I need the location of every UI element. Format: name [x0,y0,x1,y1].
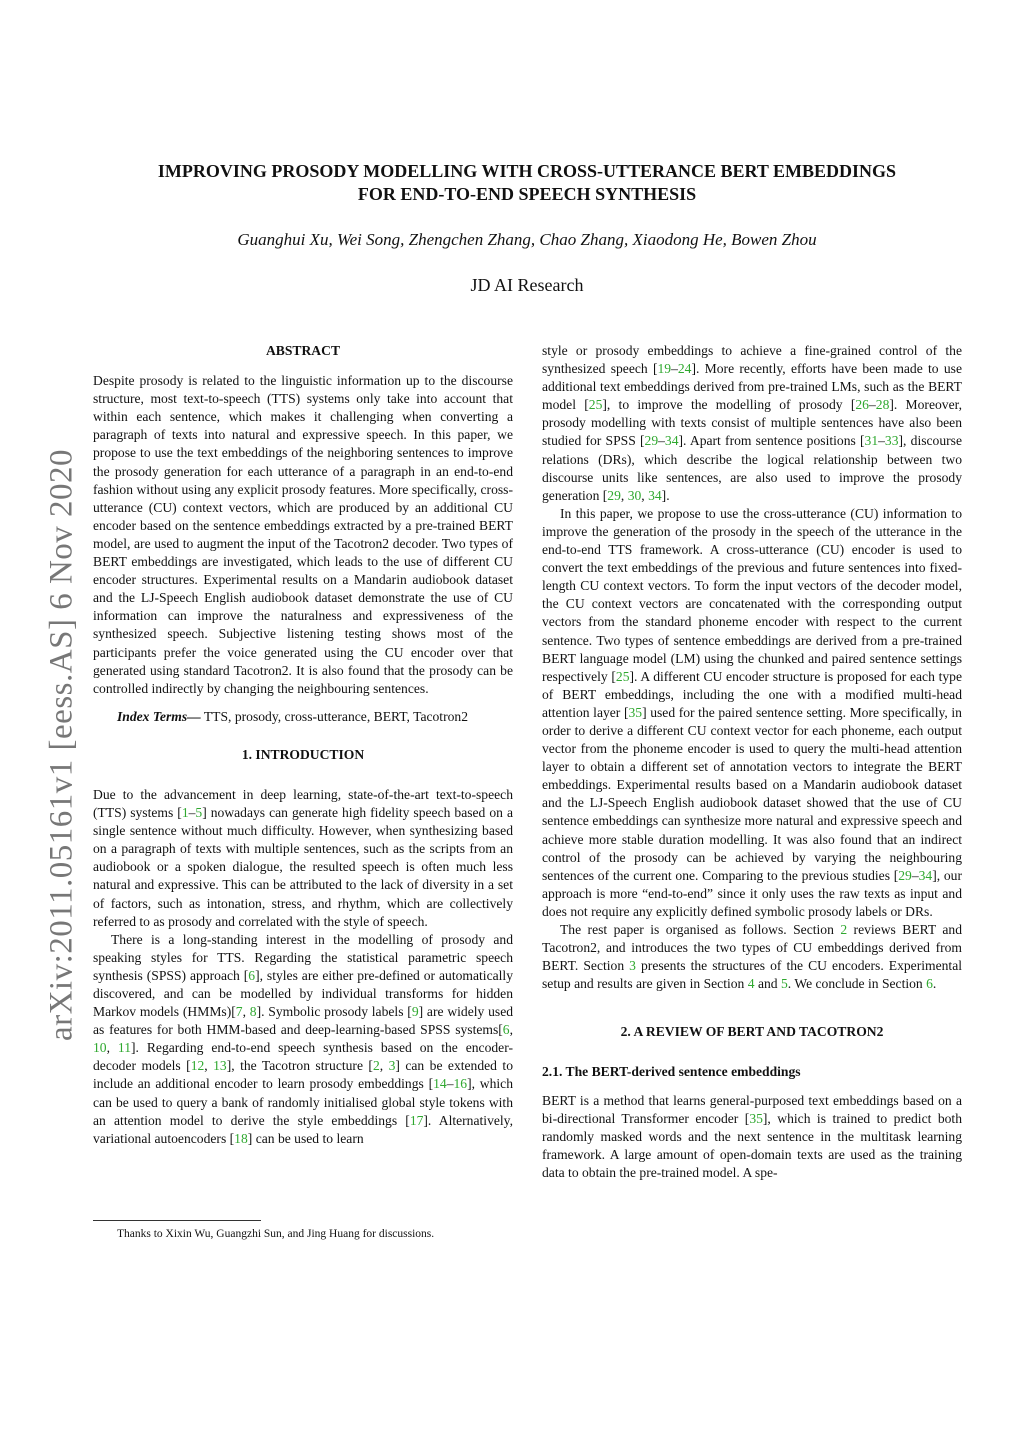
citation-link[interactable]: 35 [749,1110,763,1126]
right-column [542,342,962,1182]
citation-link[interactable]: 17 [409,1112,424,1128]
citation-link[interactable]: 25 [615,668,630,684]
section-link[interactable]: 3 [629,958,636,974]
section-link[interactable]: 5 [780,976,788,992]
title-line-1: IMPROVING PROSODY MODELLING WITH CROSS-UTTERANCE BERT EMBEDDINGS [157,161,897,181]
citation-link[interactable]: 34 [664,433,679,449]
citation-link[interactable]: 34 [648,487,662,503]
citation-link[interactable]: 14 [433,1076,447,1092]
section-2-heading: 2. A REVIEW OF BERT AND TACOTRON2 [620,1024,884,1040]
citation-link[interactable]: 30 [627,487,642,503]
abstract-text: Despite prosody is related to the linguistic information up to the discourse structure, most text-to-speech (TTS) systems only take into account that within each sentence, which makes it challenging when converting a paragraph of texts into natural and expressive speech. In this paper, we propose to use the text embeddings of the neighboring sentences to improve the prosody generation for each utterance of a paragraph in an end-to-end fashion without using any explicit prosody features. More specifically, cross-utterance (CU) context vectors, which are produced by an additional CU encoder based on the sentence embeddings extracted by a pre-trained BERT model, are used to augment the input of the Tacotron2 decoder. Two types of BERT embeddings are investigated, which leads to the use of different CU encoder structures. Experimental results on a Mandarin audiobook dataset and the LJ-Speech English audiobook dataset demonstrate the use of CU information can improve the naturalness and expressiveness of the synthesized speech. Subjective listening testing shows most of the participants prefer the voice generated using the CU encoder over that generated using standard Tacotron2. It is also found that the prosody can be controlled indirectly by changing the neighbouring sentences. [93,373,513,696]
left-column [93,342,513,1148]
citation-link[interactable]: 29 [898,867,912,883]
citation-link[interactable]: 26 [855,397,869,413]
citation-link[interactable]: 24 [677,361,692,377]
citation-link[interactable]: 11 [117,1040,131,1056]
citation-link[interactable]: 6 [248,967,256,983]
citation-link[interactable]: 31 [864,433,879,449]
citation-link[interactable]: 35 [628,704,643,720]
citation-link[interactable]: 5 [195,805,203,821]
citation-link[interactable]: 2 [372,1058,380,1074]
proposal-paragraph: In this paper, we propose to use the cross-utterance (CU) information to improve the generation of the prosody in the speech of the utterance in the end-to-end TTS framework. A cross-utterance (CU) encoder is used to convert the text embeddings of the previous and future sentences into fixed-length CU context vectors. To form the input vectors of the decoder model, the CU context vectors are concatenated with the corresponding output vectors from the standard phoneme encoder with respect to the current sentence. Two types of sentence embeddings are derived from a pre-trained BERT language model (LM) using the chunked and paired sentence settings respectively [25]. A different CU encoder structure is proposed for each type of BERT embeddings, including the one with a modified multi-head attention layer [35] used for the paired sentence setting. More specifically, in order to derive a different CU context vector for each phoneme, each output vector from the phoneme encoder is used to query the multi-head attention layer to obtain a different set of annotation vectors to integrate the BERT embeddings. Experimental results based on a Mandarin audiobook dataset and the LJ-Speech English audiobook dataset showed that the use of CU sentence embeddings can synthesize more natural and expressive speech and achieve more stable duration modelling. It was also found that an indirect control of the prosody can be achieved by varying the neighbouring sentences of the current one. Comparing to the previous studies [29–34], our approach is more “end-to-end” since it only uses the raw texts as input and does not require any explicitly defined symbolic prosody labels or DRs. [542,505,962,919]
citation-link[interactable]: 12 [190,1058,205,1074]
citation-link[interactable]: 19 [657,361,672,377]
index-terms [93,708,513,726]
citation-link[interactable]: 34 [918,867,933,883]
section-link[interactable]: 6 [926,976,933,992]
section-link[interactable]: 4 [747,976,755,992]
citation-link[interactable]: 16 [453,1076,468,1092]
introduction-heading: 1. INTRODUCTION [241,746,365,762]
footnote-divider [93,1220,261,1221]
intro-paragraph-2: There is a long-standing interest in the modelling of prosody and speaking styles for TTS. Regarding the statistical parametric speech synthesis (SPSS) approach [6], styles are either pre-defined or automatically discovered, and can be modelled by individual transforms for hidden Markov models (HMMs)[7, 8]. Symbolic prosody labels [9] are widely used as features for both HMM-based and deep-learning-based SPSS systems[6, 10, 11]. Regarding end-to-end speech synthesis based on the encoder-decoder models [12, 13], the Tacotron structure [2, 3] can be extended to include an additional encoder to learn prosody embeddings [14–16], which can be used to query a bank of randomly initialised global style tokens with an attention model to derive the style embeddings [17]. Alternatively, variational autoencoders [18] can be used to learn [93,931,514,1146]
citation-link[interactable]: 29 [607,487,621,503]
citation-link[interactable]: 3 [388,1058,396,1074]
arxiv-identifier-stamp: arXiv:2011.05161v1 [eess.AS] 6 Nov 2020 [43,448,80,1042]
outline-paragraph: The rest paper is organised as follows. Section 2 reviews BERT and Tacotron2, and introduces the two types of CU embeddings derived from BERT. Section 3 presents the structures of the CU encoders. Experimental setup and results are given in Section 4 and 5. We conclude in Section 6. [542,922,963,992]
related-work-paragraph: style or prosody embeddings to achieve a fine-grained control of the synthesized speech [19–24]. More recently, efforts have been made to use additional text embeddings derived from pre-trained LMs, such as the BERT model [25], to improve the modelling of prosody [26–28]. Moreover, prosody modelling with texts consist of multiple sentences have also been studied for SPSS [29–34]. Apart from sentence positions [31–33], discourse relations (DRs), which describe the logical relationship between two discourse units like sentences, are also used to improve the prosody generation [29, 30, 34]. [542,343,962,503]
title-line-2: FOR END-TO-END SPEECH SYNTHESIS [357,184,697,204]
intro-paragraph-1: Due to the advancement in deep learning, state-of-the-art text-to-speech (TTS) systems [1–5] nowadays can generate high fidelity speech based on a single sentence without much difficulty. However, when synthesizing based on a paragraph of texts with multiple sentences, such as the scripts from an audiobook or a spoken dialogue, the resulted speech is often much less natural and expressive. This can be attributed to the lack of diversity in a set of factors, such as intonation, stress, and rhythm, which are collectively referred to as prosody and correlated with the style of speech. [93,786,513,929]
abstract-heading: ABSTRACT [265,343,341,358]
citation-link[interactable]: 25 [588,397,603,413]
citation-link[interactable]: 7 [235,1004,243,1020]
citation-link[interactable]: 1 [181,805,189,821]
citation-link[interactable]: 13 [213,1058,227,1074]
affiliation: JD AI Research [470,275,584,295]
citation-link[interactable]: 28 [875,397,890,413]
citation-link[interactable]: 29 [644,433,659,449]
citation-link[interactable]: 10 [93,1040,107,1056]
bert-paragraph: BERT is a method that learns general-purposed text embeddings based on a bi-directional Transformer encoder [35], which is trained to predict both randomly masked words and the next sentence in the multitask learning framework. A large amount of open-domain texts are used as the training data to obtain the pre-trained model. A spe- [542,1092,962,1180]
subsection-2-1-heading: 2.1. The BERT-derived sentence embeddings [542,1064,801,1080]
citation-link[interactable]: 9 [411,1004,419,1020]
footnote: Thanks to Xixin Wu, Guangzhi Sun, and Jing Huang for discussions. [117,1228,435,1240]
index-terms-label: Index Terms— [117,708,201,724]
paper-title [90,160,964,206]
author-list: Guanghui Xu, Wei Song, Zhengchen Zhang, Chao Zhang, Xiaodong He, Bowen Zhou [237,230,817,249]
section-link[interactable]: 2 [840,922,848,937]
index-terms-list: TTS, prosody, cross-utterance, BERT, Tacotron2 [203,708,469,724]
citation-link[interactable]: 33 [884,433,899,449]
citation-link[interactable]: 6 [502,1022,510,1038]
citation-link[interactable]: 18 [234,1130,248,1146]
citation-link[interactable]: 8 [249,1004,257,1020]
